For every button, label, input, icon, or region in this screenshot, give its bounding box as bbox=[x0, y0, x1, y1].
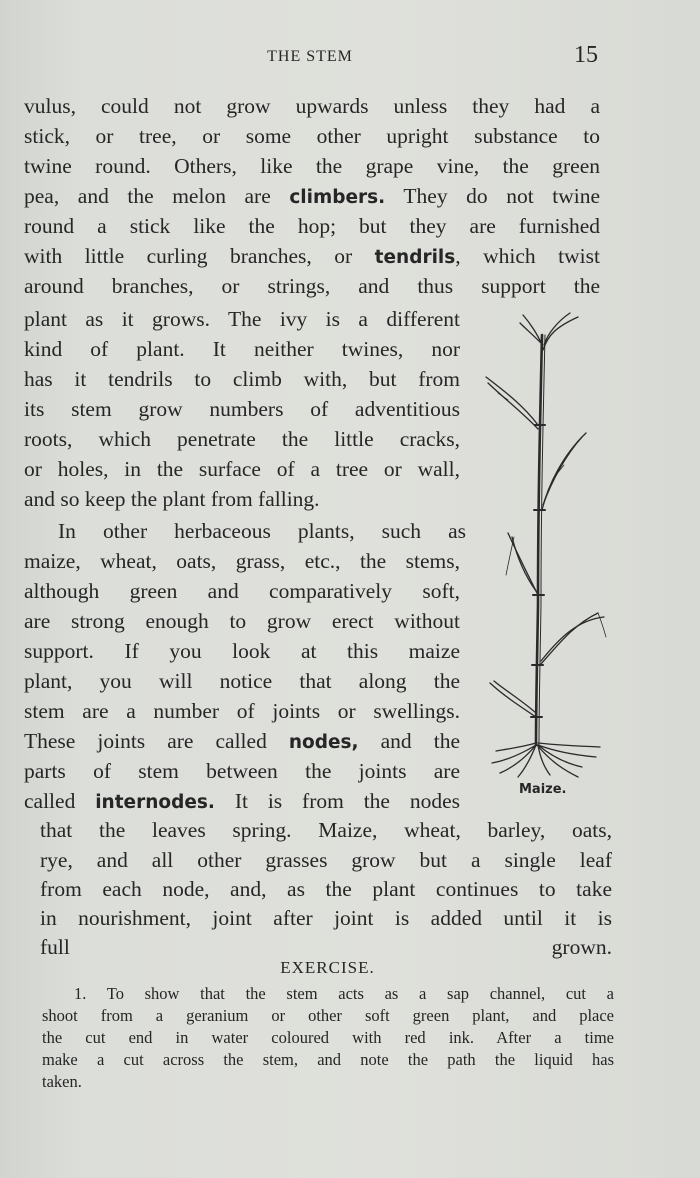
term-climbers: climbers. bbox=[289, 187, 386, 208]
text-line: in nourishment, joint after joint is added until it is bbox=[40, 906, 612, 930]
text-line: has it tendrils to climb with, but from bbox=[24, 367, 460, 391]
text-line: parts of stem between the joints are bbox=[24, 759, 460, 783]
exercise-line: make a cut across the stem, and note the path the liquid has bbox=[42, 1050, 614, 1069]
maize-plant-illustration bbox=[478, 305, 613, 780]
exercise-line: shoot from a geranium or other soft green plant, and place bbox=[42, 1006, 614, 1025]
text-line: although green and comparatively soft, bbox=[24, 579, 460, 603]
text-line: full grown. bbox=[40, 935, 612, 959]
text-line: vulus, could not grow upwards unless they had a bbox=[24, 94, 600, 118]
text-line: In other herbaceous plants, such as bbox=[58, 519, 466, 543]
exercise-line: the cut end in water coloured with red ink. After a time bbox=[42, 1028, 614, 1047]
page-number: 15 bbox=[574, 42, 598, 68]
text-line: stem are a number of joints or swellings. bbox=[24, 699, 460, 723]
figure-caption: Maize. bbox=[519, 782, 567, 797]
text-line: support. If you look at this maize bbox=[24, 639, 460, 663]
term-nodes: nodes, bbox=[288, 732, 359, 753]
text-line: These joints are called nodes, and the bbox=[24, 729, 460, 753]
text-line: roots, which penetrate the little cracks, bbox=[24, 427, 460, 451]
text-line: or holes, in the surface of a tree or wall, bbox=[24, 457, 460, 481]
term-tendrils: tendrils bbox=[374, 247, 456, 268]
exercise-line: 1. To show that the stem acts as a sap channel, cut a bbox=[74, 984, 614, 1003]
text-line: plant, you will notice that along the bbox=[24, 669, 460, 693]
running-header: THE STEM bbox=[267, 48, 353, 65]
text-line: rye, and all other grasses grow but a single leaf bbox=[40, 848, 612, 872]
exercise-heading: EXERCISE. bbox=[280, 958, 375, 977]
text-line: pea, and the melon are climbers. They do not twine bbox=[24, 184, 600, 208]
text-line: its stem grow numbers of adventitious bbox=[24, 397, 460, 421]
text-line: maize, wheat, oats, grass, etc., the stems, bbox=[24, 549, 460, 573]
text-line: that the leaves spring. Maize, wheat, barley, oats, bbox=[40, 818, 612, 842]
text-line: are strong enough to grow erect without bbox=[24, 609, 460, 633]
text-line: plant as it grows. The ivy is a different bbox=[24, 307, 460, 331]
text-line: around branches, or strings, and thus support the bbox=[24, 274, 600, 298]
exercise-line: taken. bbox=[42, 1072, 82, 1091]
text-line: with little curling branches, or tendrils, which twist bbox=[24, 244, 600, 268]
text-line: and so keep the plant from falling. bbox=[24, 487, 320, 511]
text-line: from each node, and, as the plant continues to take bbox=[40, 877, 612, 901]
text-line: round a stick like the hop; but they are furnished bbox=[24, 214, 600, 238]
text-line: called internodes. It is from the nodes bbox=[24, 789, 460, 813]
text-line: twine round. Others, like the grape vine, the green bbox=[24, 154, 600, 178]
text-line: stick, or tree, or some other upright substance to bbox=[24, 124, 600, 148]
text-line: kind of plant. It neither twines, nor bbox=[24, 337, 460, 361]
term-internodes: internodes. bbox=[95, 792, 215, 813]
